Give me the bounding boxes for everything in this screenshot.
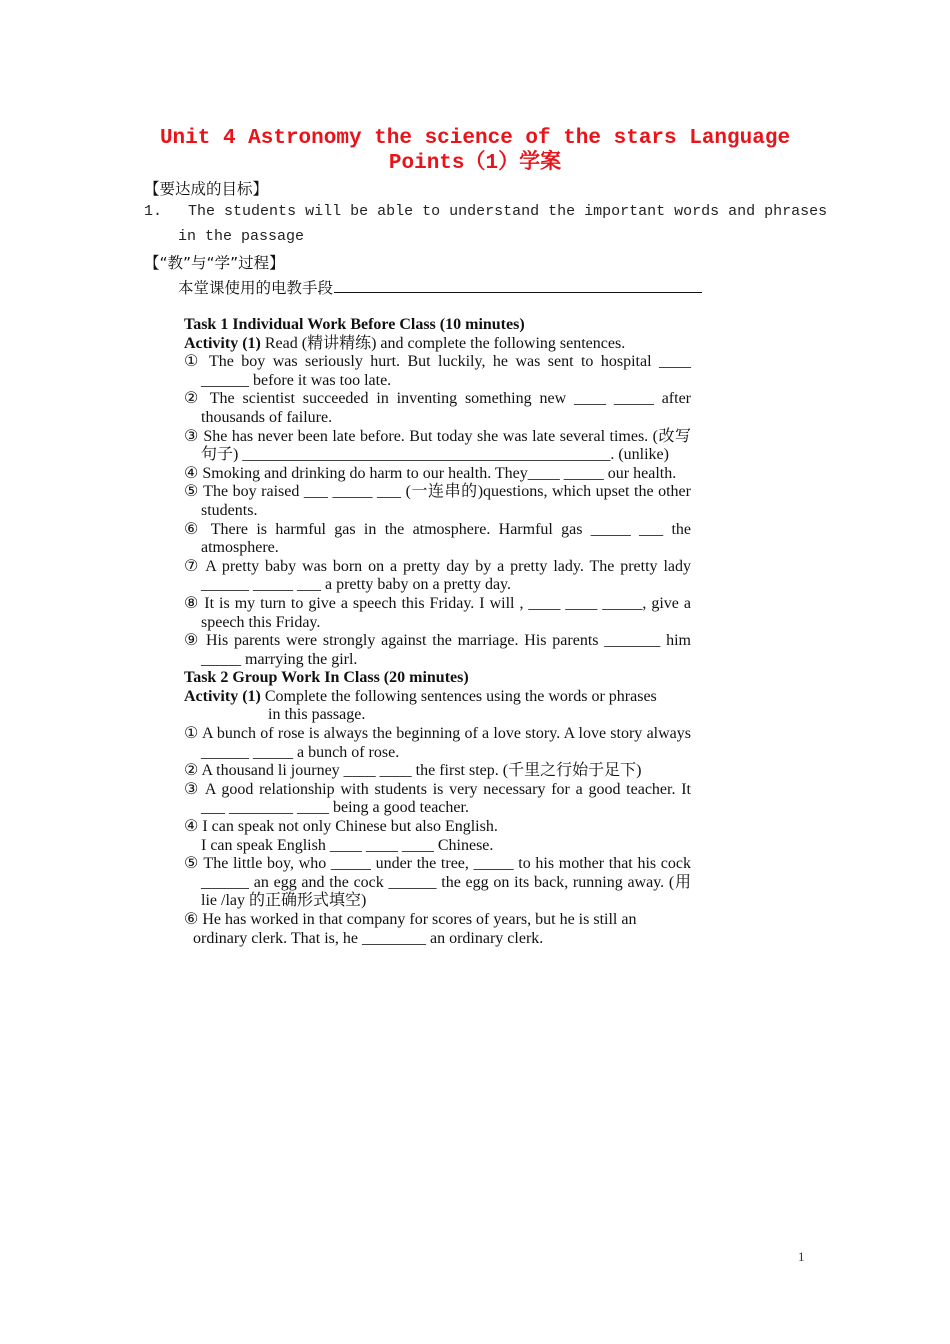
task2-item-4: ④ I can speak not only Chinese but also English.	[184, 818, 498, 836]
task1-item-8: ⑧ It is my turn to give a speech this Friday. I will , ____ ____ _____, give a speech this Friday.	[184, 594, 691, 631]
media-blank[interactable]	[334, 278, 702, 293]
task1-item-9: ⑨ His parents were strongly against the marriage. His parents _______ him _____ marrying the girl.	[184, 632, 691, 668]
task2-item-6: ⑥ He has worked in that company for scores of years, but he is still an ordinary clerk. That is, he ________ an ordinary clerk.	[184, 911, 637, 947]
task2-heading: Task 2 Group Work In Class (20 minutes)	[184, 669, 469, 687]
task2-item-3: ③ A good relationship with students is very necessary for a good teacher. It ___ ________ ____ being a good teacher.	[184, 780, 691, 817]
task1-item-5: ⑤ The boy raised ___ _____ ___ (一连串的)questions, which upset the other students.	[184, 483, 691, 519]
media-line	[178, 276, 702, 298]
task2-item-1: ① A bunch of rose is always the beginning of a love story. A love story always ______ _____ a bunch of rose.	[184, 725, 691, 761]
task2-activity-text: Complete the following sentences using the words or phrases	[260, 687, 657, 705]
task1-activity-label: Activity (1)	[184, 334, 261, 352]
objective-line-2: in the passage	[178, 228, 305, 245]
objective-text: The students will be able to understand the important words and phrases	[188, 203, 828, 220]
task1-item-2: ② The scientist succeeded in inventing something new ____ _____ after thousands of failure.	[184, 390, 691, 426]
page-number: 1	[798, 1249, 805, 1264]
task1-item-4: ④ Smoking and drinking do harm to our health. They____ _____ our health.	[184, 464, 677, 482]
task1-activity-text: Read (精讲精练) and complete the following sentences.	[260, 334, 626, 352]
task1-item-7: ⑦ A pretty baby was born on a pretty day by a pretty lady. The pretty lady ______ _____ ___ a pretty baby on a pretty day.	[184, 557, 691, 594]
task1-activity	[184, 335, 691, 354]
process-heading: 【“教”与“学”过程】	[144, 254, 285, 272]
worksheet-body	[184, 316, 691, 948]
task1-item-1: ① The boy was seriously hurt. But luckily, he was sent to hospital ____ ______ before it was too late.	[184, 353, 691, 389]
objective-number: 1.	[144, 203, 163, 220]
objective-line-1	[144, 203, 827, 220]
task2-item-5: ⑤ The little boy, who _____ under the tree, _____ to his mother that his cock ______ an egg and the cock ______ the egg on its back, running away. (用 lie /lay 的正确形式填空)	[184, 855, 691, 910]
media-label: 本堂课使用的电教手段	[178, 279, 334, 297]
goals-heading: 【要达成的目标】	[144, 180, 269, 198]
task2-activity	[184, 688, 691, 707]
task1-item-6: ⑥ There is harmful gas in the atmosphere. Harmful gas _____ ___ the atmosphere.	[184, 520, 691, 557]
task2-activity-label: Activity (1)	[184, 687, 261, 705]
title-line-2: Points（1）学案	[388, 152, 562, 175]
task1-heading: Task 1 Individual Work Before Class (10 minutes)	[184, 316, 525, 333]
task2-activity-line-2: in this passage.	[268, 706, 366, 724]
task1-item-3: ③ She has never been late before. But today she was late several times. (改写句子) ______________________________________________. (unlike)	[184, 427, 691, 464]
task2-item-2: ② A thousand li journey ____ ____ the first step. (千里之行始于足下)	[184, 762, 642, 780]
title-line-1: Unit 4 Astronomy the science of the stars Language	[159, 127, 791, 150]
task2-item-4-line-2: I can speak English ____ ____ ____ Chinese.	[201, 836, 494, 854]
